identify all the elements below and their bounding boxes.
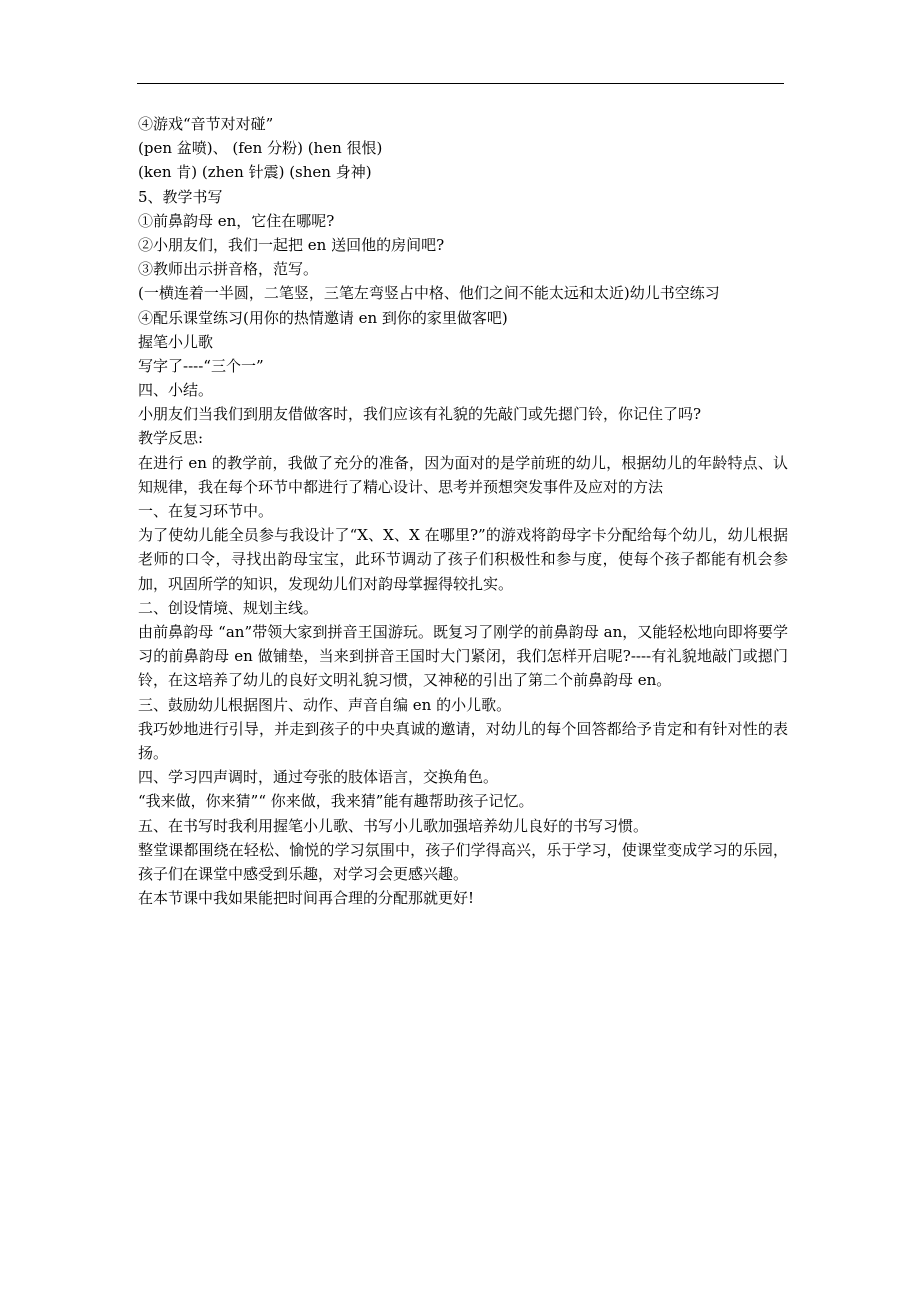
text-line: ②小朋友们，我们一起把 en 送回他的房间吧? — [138, 235, 445, 254]
text-line: ③教师出示拼音格，范写。 — [138, 260, 319, 279]
paragraph: 由前鼻韵母 “an”带领大家到拼音王国游玩。既复习了刚学的前鼻韵母 an，又能轻松地向即将要学习的前鼻韵母 en 做铺垫，当来到拼音王国时大门紧闭，我们怎样开启呢?----有礼貌地敲门或摁门铃，在这培养了幼儿的良好文明礼貌习惯，又神秘的引出了第二个前鼻韵母 en。 — [138, 623, 788, 690]
text-line: (pen 盆喷)、 (fen 分粉) (hen 很恨) — [138, 139, 383, 158]
section-heading: 5、教学书写 — [138, 187, 223, 206]
paragraph: 为了使幼儿能全员参与我设计了“X、X、X 在哪里?”的游戏将韵母字卡分配给每个幼儿，幼儿根据老师的口令，寻找出韵母宝宝，此环节调动了孩子们积极性和参与度，使每个孩子都能有机会参加，巩固所学的知识，发现幼儿们对韵母掌握得较扎实。 — [138, 526, 788, 593]
section-heading: 四、小结。 — [138, 381, 214, 400]
text-line: ④游戏“音节对对碰” — [138, 115, 274, 133]
text-line: 小朋友们当我们到朋友借做客时，我们应该有礼貌的先敲门或先摁门铃，你记住了吗? — [138, 405, 702, 424]
section-heading: 五、在书写时我利用握笔小儿歌、书写小儿歌加强培养幼儿良好的书写习惯。 — [138, 816, 649, 835]
document-body — [138, 112, 788, 910]
paragraph: 在本节课中我如果能把时间再合理的分配那就更好! — [138, 889, 475, 908]
section-heading: 三、鼓励幼儿根据图片、动作、声音自编 en 的小儿歌。 — [138, 695, 512, 714]
text-line: ④配乐课堂练习(用你的热情邀请 en 到你的家里做客吧) — [138, 308, 508, 327]
section-heading: 一、在复习环节中。 — [138, 502, 274, 521]
paragraph: 整堂课都围绕在轻松、愉悦的学习氛围中，孩子们学得高兴，乐于学习，使课堂变成学习的乐园，孩子们在课堂中感受到乐趣，对学习会更感兴趣。 — [138, 840, 788, 884]
text-line: 握笔小儿歌 — [138, 332, 214, 351]
text-line: (一横连着一半圆，二笔竖，三笔左弯竖占中格、他们之间不能太远和太近)幼儿书空练习 — [138, 284, 720, 303]
text-line: 写字了----“三个一” — [138, 356, 264, 375]
text-line: ①前鼻韵母 en，它住在哪呢? — [138, 211, 335, 230]
section-heading: 二、创设情境、规划主线。 — [138, 598, 319, 617]
paragraph: 我巧妙地进行引导，并走到孩子的中央真诚的邀请，对幼儿的每个回答都给予肯定和有针对性的表扬。 — [138, 719, 788, 763]
section-heading: 四、学习四声调时，通过夸张的肢体语言，交换角色。 — [138, 768, 499, 787]
header-rule — [137, 83, 784, 84]
section-heading: 教学反思: — [138, 429, 204, 448]
paragraph: “我来做，你来猜”“ 你来做，我来猜”能有趣帮助孩子记忆。 — [138, 792, 534, 811]
paragraph: 在进行 en 的教学前，我做了充分的准备，因为面对的是学前班的幼儿，根据幼儿的年龄特点、认知规律，我在每个环节中都进行了精心设计、思考并预想突发事件及应对的方法 — [138, 453, 788, 496]
text-line: (ken 肯) (zhen 针震) (shen 身神) — [138, 163, 372, 182]
